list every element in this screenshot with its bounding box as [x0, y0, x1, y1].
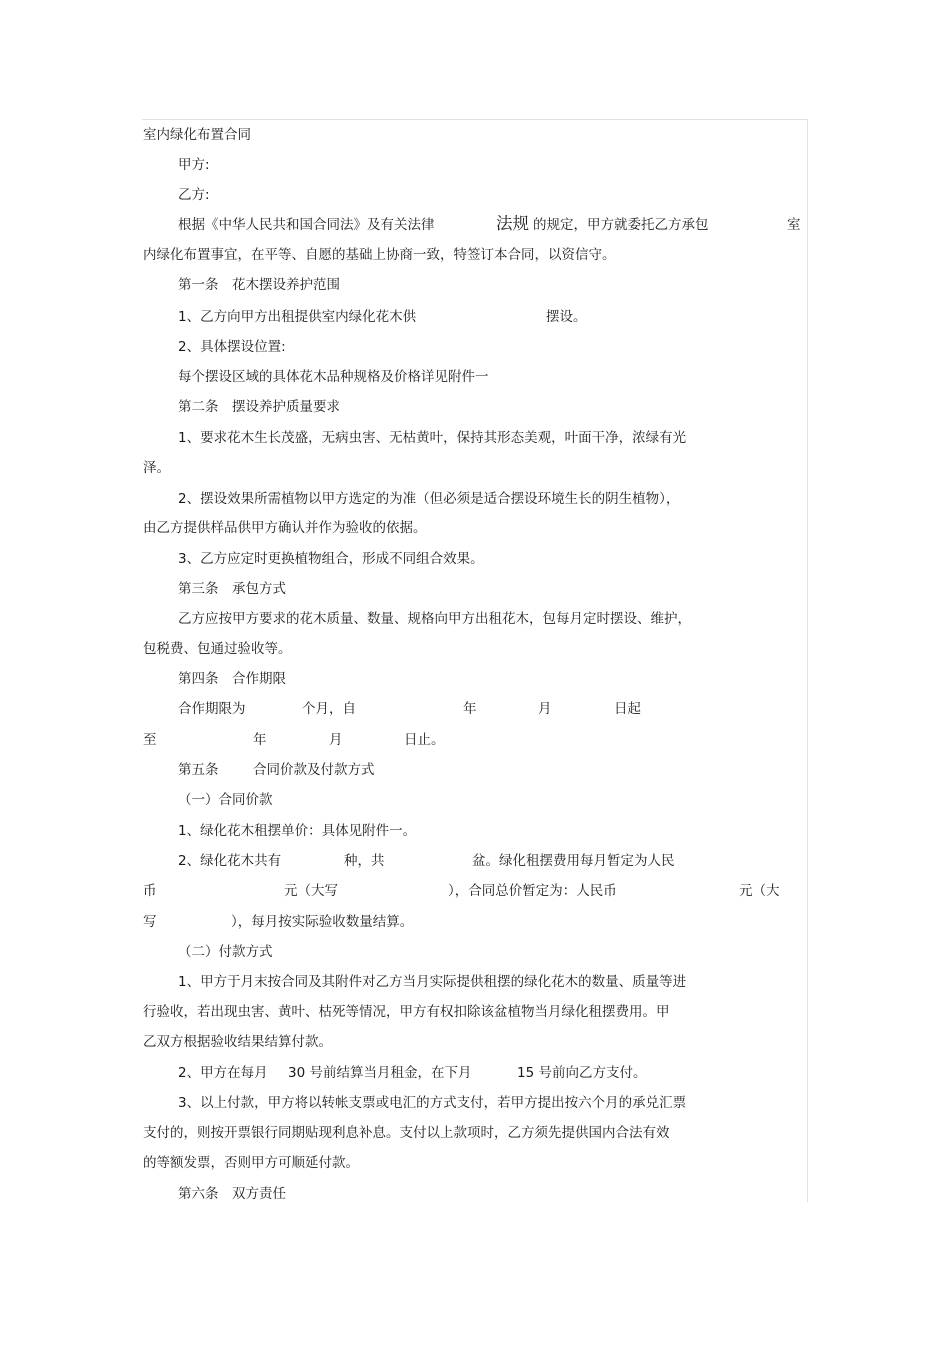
- article-5-text: 盆。绿化租摆费用每月暂定为人民: [472, 853, 675, 869]
- article-1-text: 摆设。: [546, 309, 587, 325]
- article-5-text: 币: [143, 883, 157, 899]
- article-1-text: 2、具体摆设位置:: [178, 339, 286, 355]
- intro-text: 根据《中华人民共和国合同法》及有关法律: [178, 217, 435, 233]
- article-5-text: 乙双方根据验收结果结算付款。: [143, 1034, 332, 1050]
- intro-text: 法规: [496, 214, 529, 233]
- article-3-text: 包税费、包通过验收等。: [143, 641, 292, 657]
- article-5-text: 元（大: [739, 883, 780, 899]
- article-5-heading: 第五条: [178, 762, 219, 778]
- article-5-subheading: （二）付款方式: [178, 944, 273, 960]
- intro-text: 的规定，甲方就委托乙方承包: [533, 217, 709, 233]
- article-5-text: 元（大写: [284, 883, 338, 899]
- article-5-text: 15 号前向乙方支付。: [517, 1065, 647, 1081]
- article-5-text: ），合同总价暂定为：人民币: [448, 883, 617, 899]
- article-4-text: 合作期限为: [178, 701, 246, 717]
- article-4-text: 个月，自: [302, 701, 356, 717]
- article-4-heading: 第四条 合作期限: [178, 671, 286, 687]
- article-1-text: 每个摆设区域的具体花木品种规格及价格详见附件一: [178, 369, 489, 385]
- article-2-text: 2、摆设效果所需植物以甲方选定的为准（但必须是适合摆设环境生长的阴生植物），: [178, 491, 680, 507]
- article-4-text: 日止。: [404, 732, 445, 748]
- article-5-text: 1、绿化花木租摆单价：具体见附件一。: [178, 823, 417, 839]
- article-1-heading: 第一条 花木摆设养护范围: [178, 277, 340, 293]
- article-2-text: 由乙方提供样品供甲方确认并作为验收的依据。: [143, 520, 427, 536]
- article-5-text: ），每月按实际验收数量结算。: [231, 914, 414, 930]
- party-a-label: 甲方:: [178, 157, 210, 173]
- article-2-text: 1、要求花木生长茂盛，无病虫害、无枯黄叶，保持其形态美观，叶面干净，浓绿有光: [178, 430, 687, 446]
- article-5-text: 30 号前结算当月租金，在下月: [288, 1065, 472, 1081]
- intro-text: 室: [787, 217, 801, 233]
- article-5-heading: 合同价款及付款方式: [253, 762, 375, 778]
- article-5-text: 的等额发票，否则甲方可顺延付款。: [143, 1155, 359, 1171]
- article-4-text: 月: [329, 732, 343, 748]
- article-4-text: 至: [143, 732, 157, 748]
- article-2-text: 3、乙方应定时更换植物组合，形成不同组合效果。: [178, 551, 484, 567]
- article-5-text: 3、以上付款，甲方将以转帐支票或电汇的方式支付，若甲方提出按六个月的承兑汇票: [178, 1095, 687, 1111]
- article-5-text: 支付的，则按开票银行同期贴现利息补息。支付以上款项时，乙方须先提供国内合法有效: [143, 1125, 670, 1141]
- article-3-heading: 第三条 承包方式: [178, 581, 286, 597]
- article-4-text: 年: [253, 732, 267, 748]
- article-2-heading: 第二条 摆设养护质量要求: [178, 399, 340, 415]
- article-6-heading: 第六条 双方责任: [178, 1186, 286, 1202]
- article-3-text: 乙方应按甲方要求的花木质量、数量、规格向甲方出租花木，包每月定时摆设、维护，: [178, 611, 691, 627]
- article-5-text: 1、甲方于月末按合同及其附件对乙方当月实际提供租摆的绿化花木的数量、质量等进: [178, 974, 687, 990]
- article-5-text: 2、甲方在每月: [178, 1065, 268, 1081]
- article-1-text: 1、乙方向甲方出租提供室内绿化花木供: [178, 309, 417, 325]
- article-5-text: 种，共: [344, 853, 385, 869]
- intro-text: 内绿化布置事宜，在平等、自愿的基础上协商一致，特签订本合同，以资信守。: [143, 247, 616, 263]
- article-5-text: 2、绿化花木共有: [178, 853, 282, 869]
- doc-title: 室内绿化布置合同: [143, 127, 251, 143]
- article-2-text: 泽。: [143, 460, 170, 476]
- article-5-text: 行验收，若出现虫害、黄叶、枯死等情况，甲方有权扣除该盆植物当月绿化租摆费用。甲: [143, 1004, 670, 1020]
- article-4-text: 月: [538, 701, 552, 717]
- article-5-subheading: （一）合同价款: [178, 792, 273, 808]
- article-4-text: 日起: [614, 701, 641, 717]
- article-4-text: 年: [463, 701, 477, 717]
- article-5-text: 写: [143, 914, 157, 930]
- party-b-label: 乙方:: [178, 187, 210, 203]
